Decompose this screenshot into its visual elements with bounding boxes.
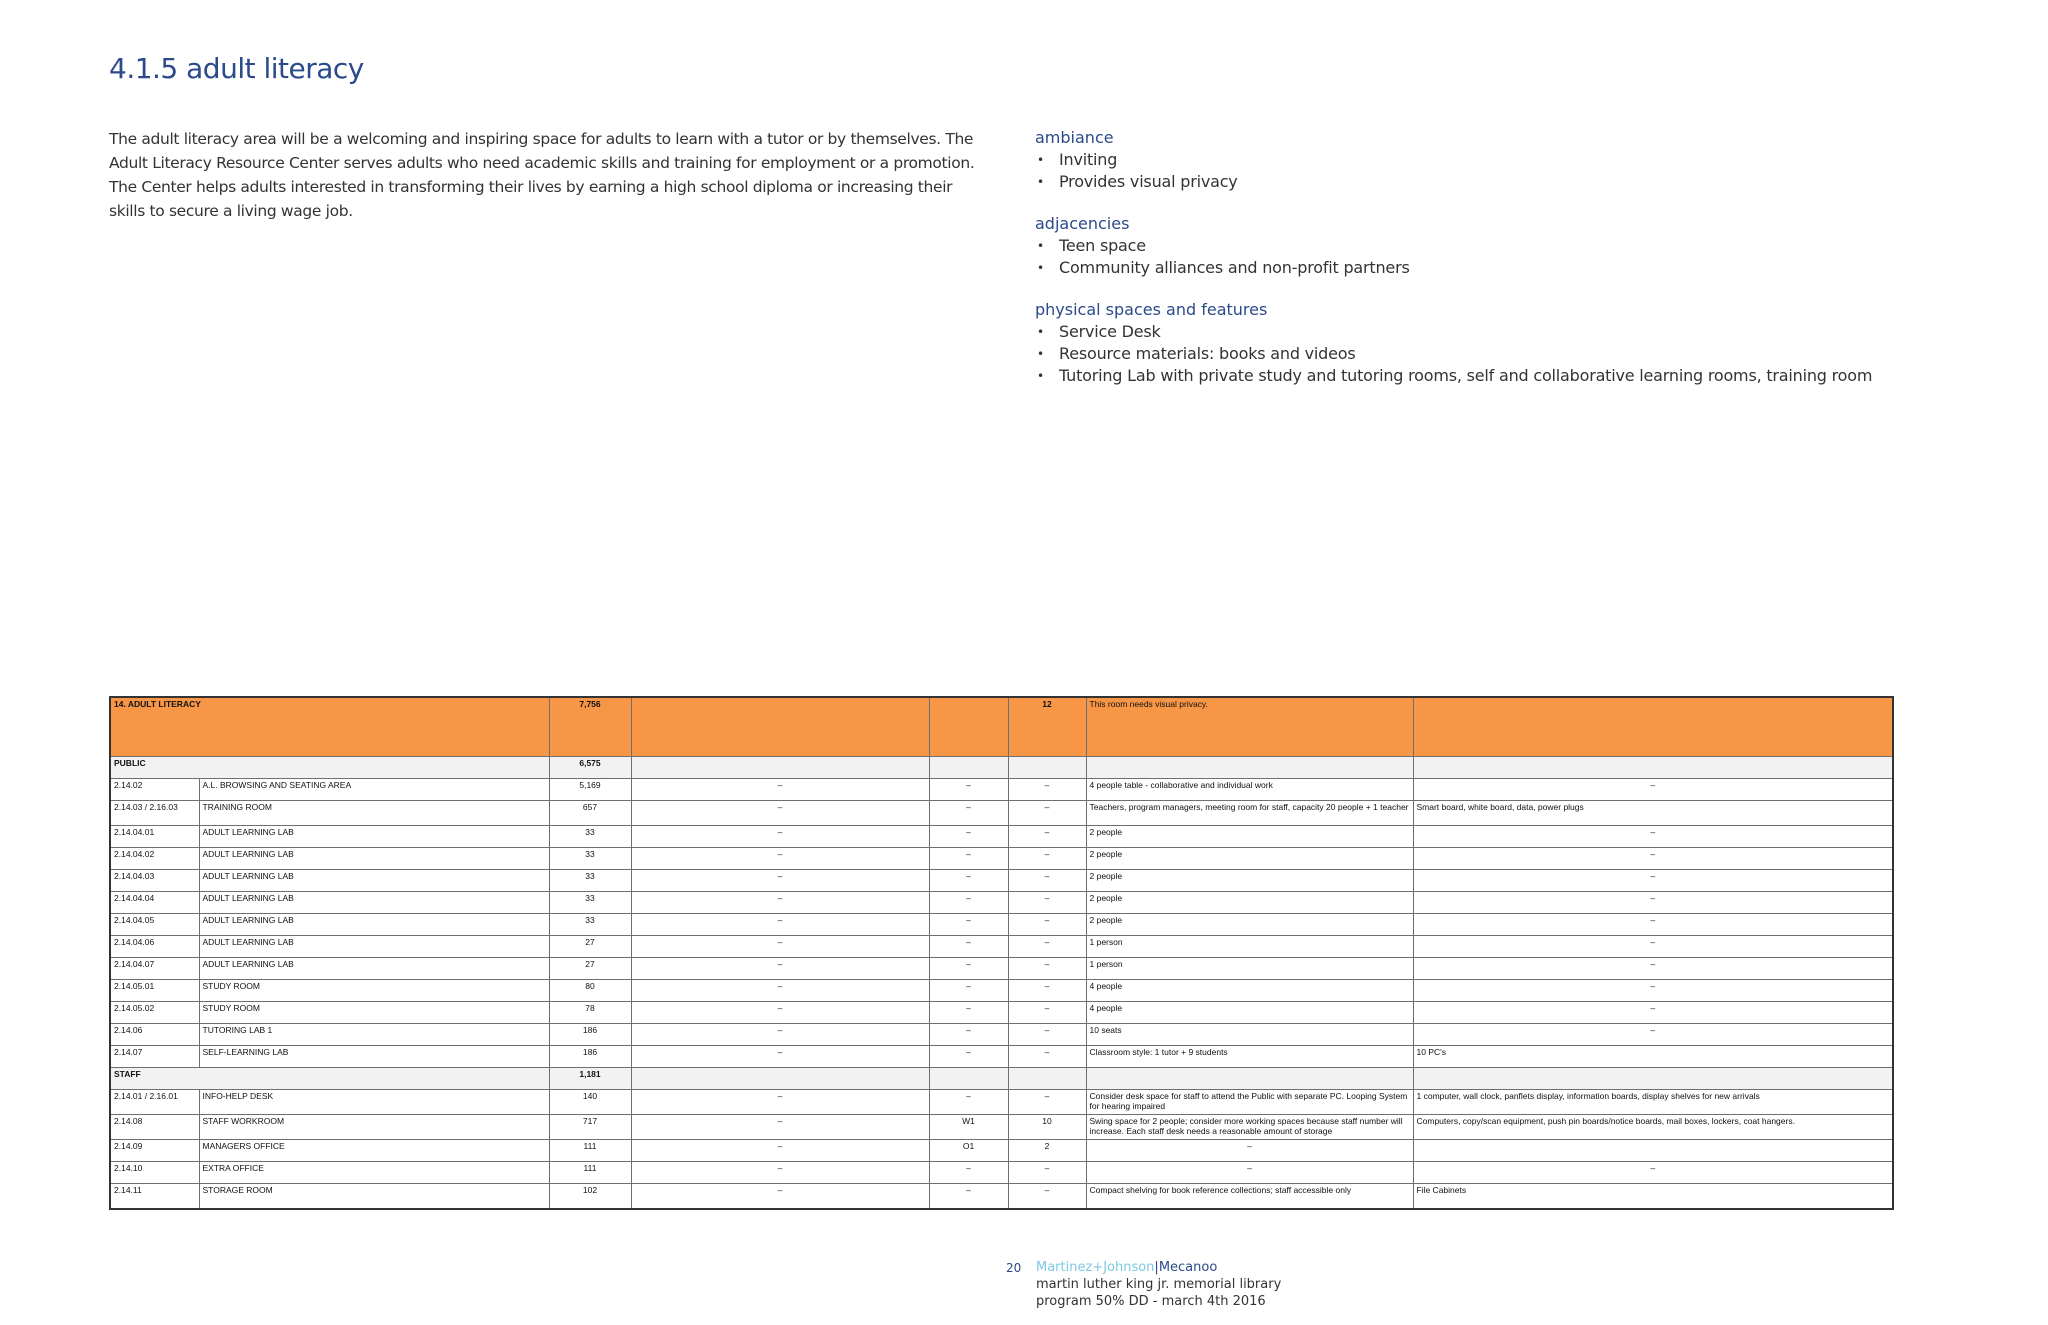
row-area: 80: [549, 980, 631, 1002]
row-area: 717: [549, 1115, 631, 1140]
row-col5: –: [929, 801, 1008, 826]
row-area: 5,169: [549, 779, 631, 801]
row-area: 27: [549, 936, 631, 958]
table-row: [110, 1046, 1893, 1068]
row-description: 1 person: [1086, 936, 1413, 958]
row-col6: –: [1008, 1046, 1086, 1068]
table-row: [110, 1024, 1893, 1046]
brand-martinez-johnson: Martinez+Johnson: [1036, 1260, 1155, 1275]
bullet-item: • Tutoring Lab with private study and tutoring rooms, self and collaborative learning rooms, training room: [1035, 365, 1935, 387]
row-col6: –: [1008, 914, 1086, 936]
row-description: Teachers, program managers, meeting room for staff, capacity 20 people + 1 teacher: [1086, 801, 1413, 826]
row-name: ADULT LEARNING LAB: [199, 848, 549, 870]
row-description: 2 people: [1086, 826, 1413, 848]
row-col4: –: [631, 848, 929, 870]
row-col5: O1: [929, 1140, 1008, 1162]
row-id: 2.14.04.02: [110, 848, 199, 870]
row-id: 2.14.04.05: [110, 914, 199, 936]
row-col4: –: [631, 1046, 929, 1068]
table-row: [110, 914, 1893, 936]
row-equipment: 10 PC's: [1413, 1046, 1893, 1068]
row-col5: –: [929, 914, 1008, 936]
row-col6: 10: [1008, 1115, 1086, 1140]
table-row: [110, 826, 1893, 848]
row-description: 4 people: [1086, 1002, 1413, 1024]
row-name: TRAINING ROOM: [199, 801, 549, 826]
row-col5: –: [929, 1184, 1008, 1210]
group-row-staff: [110, 1068, 1893, 1090]
row-col4: –: [631, 1140, 929, 1162]
row-col5: –: [929, 870, 1008, 892]
row-description: –: [1086, 1162, 1413, 1184]
section-ambiance: [1035, 127, 1935, 193]
row-name: STUDY ROOM: [199, 1002, 549, 1024]
row-name: STUDY ROOM: [199, 980, 549, 1002]
row-description: 4 people: [1086, 980, 1413, 1002]
row-col4: –: [631, 958, 929, 980]
row-equipment: –: [1413, 1002, 1893, 1024]
row-col6: –: [1008, 1002, 1086, 1024]
total-area: 7,756: [549, 697, 631, 757]
row-id: 2.14.03 / 2.16.03: [110, 801, 199, 826]
row-col6: –: [1008, 779, 1086, 801]
row-col5: –: [929, 826, 1008, 848]
row-area: 186: [549, 1046, 631, 1068]
row-equipment: Computers, copy/scan equipment, push pin boards/notice boards, mail boxes, lockers, coat hangers.: [1413, 1115, 1893, 1140]
row-area: 33: [549, 826, 631, 848]
row-col5: –: [929, 1024, 1008, 1046]
row-equipment: –: [1413, 870, 1893, 892]
row-col6: –: [1008, 801, 1086, 826]
row-col4: –: [631, 892, 929, 914]
table-row: [110, 1115, 1893, 1140]
row-col6: –: [1008, 870, 1086, 892]
table-title: 14. ADULT LITERACY: [110, 697, 549, 757]
row-equipment: –: [1413, 1024, 1893, 1046]
row-equipment: –: [1413, 980, 1893, 1002]
row-name: SELF-LEARNING LAB: [199, 1046, 549, 1068]
row-area: 33: [549, 870, 631, 892]
section-heading: ambiance: [1035, 128, 1114, 147]
brand-mecanoo: Mecanoo: [1158, 1260, 1218, 1275]
table-row: [110, 1090, 1893, 1115]
row-id: 2.14.08: [110, 1115, 199, 1140]
table-row: [110, 958, 1893, 980]
row-name: MANAGERS OFFICE: [199, 1140, 549, 1162]
row-area: 27: [549, 958, 631, 980]
row-description: 2 people: [1086, 870, 1413, 892]
row-area: 111: [549, 1140, 631, 1162]
row-name: ADULT LEARNING LAB: [199, 936, 549, 958]
row-col5: –: [929, 1046, 1008, 1068]
row-id: 2.14.02: [110, 779, 199, 801]
table-row: [110, 892, 1893, 914]
row-name: A.L. BROWSING AND SEATING AREA: [199, 779, 549, 801]
row-name: ADULT LEARNING LAB: [199, 958, 549, 980]
row-description: 2 people: [1086, 848, 1413, 870]
row-description: Consider desk space for staff to attend the Public with separate PC. Looping System for hearing impaired: [1086, 1090, 1413, 1115]
table-row: [110, 779, 1893, 801]
table-row: [110, 848, 1893, 870]
row-col4: –: [631, 826, 929, 848]
row-col6: –: [1008, 1184, 1086, 1210]
page-title: 4.1.5 adult literacy: [109, 52, 364, 85]
row-col4: –: [631, 1090, 929, 1115]
row-description: 1 person: [1086, 958, 1413, 980]
row-col4: –: [631, 980, 929, 1002]
row-col6: 2: [1008, 1140, 1086, 1162]
group-row-public: [110, 757, 1893, 779]
row-area: 78: [549, 1002, 631, 1024]
row-equipment: Smart board, white board, data, power plugs: [1413, 801, 1893, 826]
row-description: 10 seats: [1086, 1024, 1413, 1046]
row-col4: –: [631, 936, 929, 958]
row-col5: –: [929, 1002, 1008, 1024]
bullet-item: • Inviting: [1035, 149, 1935, 171]
row-area: 102: [549, 1184, 631, 1210]
row-equipment: –: [1413, 779, 1893, 801]
brand-line: [1036, 1259, 1436, 1276]
row-name: ADULT LEARNING LAB: [199, 914, 549, 936]
header-note: This room needs visual privacy.: [1086, 697, 1413, 757]
table-header-row: [110, 697, 1893, 757]
row-col5: –: [929, 779, 1008, 801]
group-area: 6,575: [549, 757, 631, 779]
row-col6: –: [1008, 958, 1086, 980]
bullet-item: • Community alliances and non-profit partners: [1035, 257, 1935, 279]
row-name: ADULT LEARNING LAB: [199, 892, 549, 914]
row-col4: –: [631, 801, 929, 826]
row-col6: –: [1008, 936, 1086, 958]
row-id: 2.14.07: [110, 1046, 199, 1068]
table-row: [110, 1002, 1893, 1024]
row-equipment: 1 computer, wall clock, panflets display, information boards, display shelves for new arrivals: [1413, 1090, 1893, 1115]
bullet-list: [1035, 149, 1935, 193]
row-description: 2 people: [1086, 914, 1413, 936]
section-heading: physical spaces and features: [1035, 300, 1268, 319]
row-id: 2.14.11: [110, 1184, 199, 1210]
group-area: 1,181: [549, 1068, 631, 1090]
row-area: 186: [549, 1024, 631, 1046]
section-adjacencies: [1035, 213, 1935, 279]
group-label: STAFF: [110, 1068, 549, 1090]
row-description: Classroom style: 1 tutor + 9 students: [1086, 1046, 1413, 1068]
row-name: EXTRA OFFICE: [199, 1162, 549, 1184]
row-equipment: [1413, 1140, 1893, 1162]
row-id: 2.14.01 / 2.16.01: [110, 1090, 199, 1115]
row-col5: –: [929, 892, 1008, 914]
bullet-item: • Resource materials: books and videos: [1035, 343, 1935, 365]
row-equipment: –: [1413, 936, 1893, 958]
bullet-list: [1035, 235, 1935, 279]
bullet-item: • Provides visual privacy: [1035, 171, 1935, 193]
brand-separator: |: [1154, 1260, 1159, 1275]
row-name: STAFF WORKROOM: [199, 1115, 549, 1140]
row-col4: –: [631, 914, 929, 936]
row-col5: –: [929, 980, 1008, 1002]
row-id: 2.14.06: [110, 1024, 199, 1046]
row-description: 4 people table - collaborative and individual work: [1086, 779, 1413, 801]
row-col6: –: [1008, 1024, 1086, 1046]
row-description: Swing space for 2 people; consider more working spaces because staff number will increase. Each staff desk needs a reasonable amount of storage: [1086, 1115, 1413, 1140]
row-col4: –: [631, 1024, 929, 1046]
page-number: 20: [1006, 1261, 1022, 1275]
row-name: ADULT LEARNING LAB: [199, 826, 549, 848]
row-equipment: –: [1413, 1162, 1893, 1184]
bullet-item: • Teen space: [1035, 235, 1935, 257]
bullet-item: • Service Desk: [1035, 321, 1935, 343]
row-col4: –: [631, 1184, 929, 1210]
row-col6: –: [1008, 1162, 1086, 1184]
row-name: ADULT LEARNING LAB: [199, 870, 549, 892]
row-col6: –: [1008, 980, 1086, 1002]
table-row: [110, 1140, 1893, 1162]
row-description: Compact shelving for book reference collections; staff accessible only: [1086, 1184, 1413, 1210]
row-equipment: File Cabinets: [1413, 1184, 1893, 1210]
row-name: TUTORING LAB 1: [199, 1024, 549, 1046]
row-equipment: –: [1413, 848, 1893, 870]
bullet-list: [1035, 321, 1935, 387]
row-id: 2.14.09: [110, 1140, 199, 1162]
row-col5: W1: [929, 1115, 1008, 1140]
row-equipment: –: [1413, 826, 1893, 848]
row-col4: –: [631, 870, 929, 892]
row-col4: –: [631, 1002, 929, 1024]
row-area: 111: [549, 1162, 631, 1184]
row-col6: –: [1008, 892, 1086, 914]
row-id: 2.14.04.04: [110, 892, 199, 914]
program-table: [109, 696, 1894, 1210]
row-id: 2.14.04.07: [110, 958, 199, 980]
row-description: –: [1086, 1140, 1413, 1162]
intro-paragraph: The adult literacy area will be a welcoming and inspiring space for adults to learn with a tutor or by themselves. The Adult Literacy Resource Center serves adults who need academic skills and training for employment or a promotion. The Center helps adults interested in transforming their lives by earning a high school diploma or increasing their skills to secure a living wage job.: [109, 130, 975, 220]
row-area: 33: [549, 892, 631, 914]
row-id: 2.14.04.06: [110, 936, 199, 958]
table-row: [110, 801, 1893, 826]
group-label: PUBLIC: [110, 757, 549, 779]
row-equipment: –: [1413, 914, 1893, 936]
row-name: INFO-HELP DESK: [199, 1090, 549, 1115]
row-col4: –: [631, 779, 929, 801]
row-col6: –: [1008, 1090, 1086, 1115]
row-equipment: –: [1413, 892, 1893, 914]
row-col5: –: [929, 848, 1008, 870]
row-id: 2.14.04.01: [110, 826, 199, 848]
table-row: [110, 1184, 1893, 1210]
row-col5: –: [929, 936, 1008, 958]
document-version: program 50% DD - march 4th 2016: [1036, 1294, 1266, 1309]
row-col5: –: [929, 1090, 1008, 1115]
row-id: 2.14.10: [110, 1162, 199, 1184]
table-row: [110, 936, 1893, 958]
project-name: martin luther king jr. memorial library: [1036, 1277, 1282, 1292]
row-id: 2.14.04.03: [110, 870, 199, 892]
program-notes: [1035, 127, 1935, 407]
section-physical-spaces: [1035, 299, 1935, 387]
row-col4: –: [631, 1162, 929, 1184]
row-area: 33: [549, 914, 631, 936]
row-description: 2 people: [1086, 892, 1413, 914]
table-row: [110, 1162, 1893, 1184]
table-row: [110, 870, 1893, 892]
row-col5: –: [929, 1162, 1008, 1184]
row-area: 657: [549, 801, 631, 826]
row-equipment: –: [1413, 958, 1893, 980]
row-id: 2.14.05.02: [110, 1002, 199, 1024]
row-col6: –: [1008, 826, 1086, 848]
row-id: 2.14.05.01: [110, 980, 199, 1002]
row-col4: –: [631, 1115, 929, 1140]
row-col5: –: [929, 958, 1008, 980]
row-area: 140: [549, 1090, 631, 1115]
row-col6: –: [1008, 848, 1086, 870]
row-area: 33: [549, 848, 631, 870]
section-heading: adjacencies: [1035, 214, 1130, 233]
total-count: 12: [1008, 697, 1086, 757]
table-row: [110, 980, 1893, 1002]
row-name: STORAGE ROOM: [199, 1184, 549, 1210]
